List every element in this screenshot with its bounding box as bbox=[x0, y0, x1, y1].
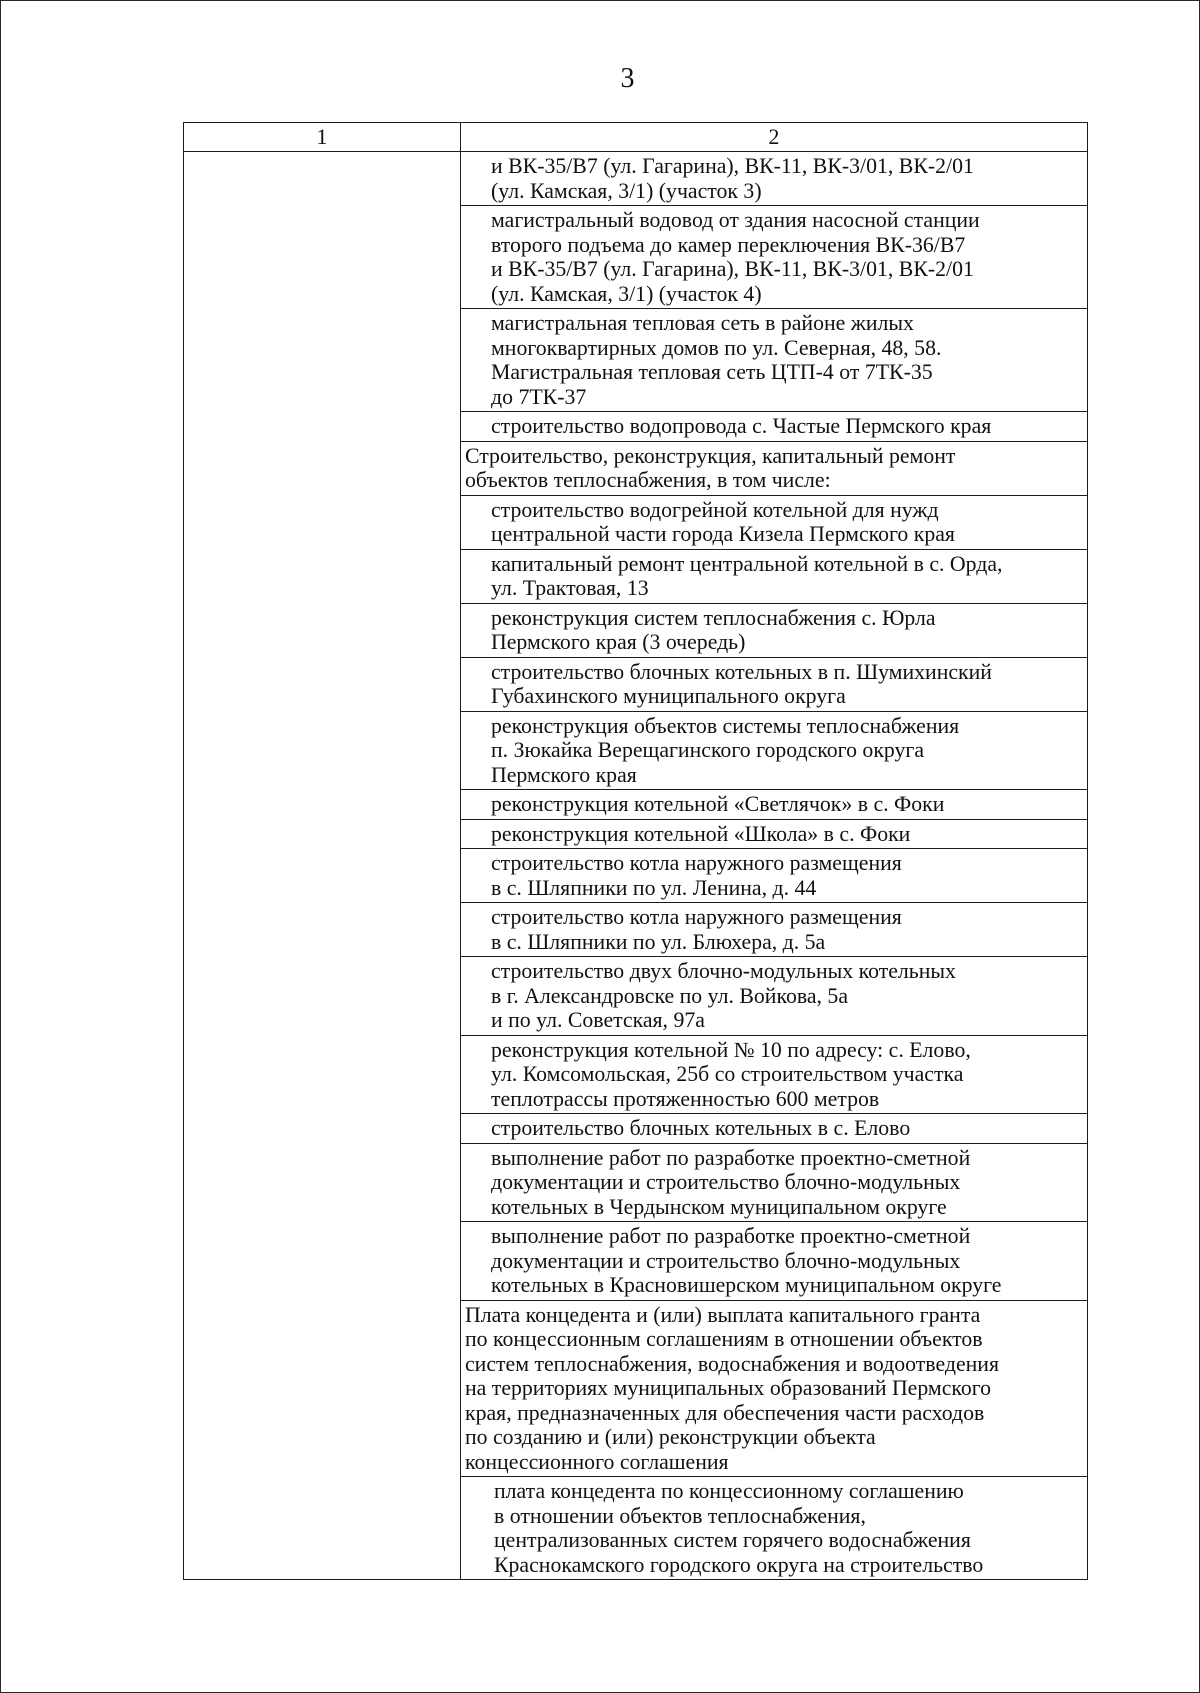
table-header-row bbox=[184, 123, 1088, 152]
column-2-cell bbox=[461, 309, 1088, 412]
column-1-cell bbox=[184, 152, 461, 1580]
row-text: строительство водопровода с. Частые Пермского края bbox=[491, 414, 992, 438]
column-2-cell bbox=[461, 152, 1088, 206]
row-text: строительство двух блочно-модульных котельных в г. Александровске по ул. Войкова, 5а и по ул. Советская, 97а bbox=[491, 959, 956, 1032]
row-text: плата концедента по концессионному соглашению в отношении объектов теплоснабжения, централизованных систем горячего водоснабжения Краснокамского городского округа на строительство bbox=[494, 1479, 984, 1577]
column-2-cell bbox=[461, 412, 1088, 442]
row-text: Плата концедента и (или) выплата капитального гранта по концессионным соглашениям в отношении объектов систем теплоснабжения, водоснабжения и водоотведения на территориях муниципальных образований Пермского края, предназначенных для обеспечения части расходов по созданию и (или) реконструкции объекта концессионного соглашения bbox=[465, 1302, 999, 1474]
column-2-cell bbox=[461, 903, 1088, 957]
column-2-cell bbox=[461, 1035, 1088, 1114]
column-2-cell bbox=[461, 957, 1088, 1036]
row-text: Строительство, реконструкция, капитальный ремонт объектов теплоснабжения, в том числе: bbox=[465, 443, 956, 492]
row-text: выполнение работ по разработке проектно-сметной документации и строительство блочно-модульных котельных в Чердынском муниципальном округе bbox=[491, 1145, 971, 1219]
column-2-cell bbox=[461, 711, 1088, 790]
document-table bbox=[183, 122, 1088, 1580]
row-text: реконструкция объектов системы теплоснабжения п. Зюкайка Верещагинского городского округа Пермского края bbox=[491, 713, 960, 787]
table-body bbox=[184, 152, 1088, 1580]
row-text: магистральная тепловая сеть в районе жилых многоквартирных домов по ул. Северная, 48, 58. Магистральная тепловая сеть ЦТП-4 от 7ТК-35 до 7ТК-37 bbox=[491, 311, 942, 409]
column-2-cell bbox=[461, 549, 1088, 603]
column-2-cell bbox=[461, 819, 1088, 849]
column-2-cell bbox=[461, 1477, 1088, 1580]
column-2-cell bbox=[461, 1143, 1088, 1222]
column-2-cell bbox=[461, 1114, 1088, 1144]
column-2-cell bbox=[461, 1300, 1088, 1477]
column-2-cell bbox=[461, 1222, 1088, 1301]
row-text: строительство водогрейной котельной для нужд центральной части города Кизела Пермского края bbox=[491, 497, 955, 546]
row-text: реконструкция систем теплоснабжения с. Юрла Пермского края (3 очередь) bbox=[491, 605, 936, 654]
row-text: выполнение работ по разработке проектно-сметной документации и строительство блочно-модульных котельных в Красновишерском муниципальном округе bbox=[491, 1224, 1002, 1297]
row-text: строительство блочных котельных в с. Елово bbox=[491, 1116, 911, 1140]
row-text: строительство блочных котельных в п. Шумихинский Губахинского муниципального округа bbox=[491, 659, 992, 708]
column-2-cell bbox=[461, 495, 1088, 549]
table-row bbox=[184, 152, 1088, 206]
column-2-cell bbox=[461, 206, 1088, 309]
column-header-2: 2 bbox=[461, 123, 1088, 152]
row-text: и ВК-35/В7 (ул. Гагарина), ВК-11, ВК-3/01, ВК-2/01 (ул. Камская, 3/1) (участок 3) bbox=[491, 154, 974, 203]
column-2-cell bbox=[461, 657, 1088, 711]
row-text: реконструкция котельной № 10 по адресу: с. Елово, ул. Комсомольская, 25б со строительством участка теплотрассы протяженностью 600 метров bbox=[491, 1037, 971, 1111]
column-header-1: 1 bbox=[184, 123, 461, 152]
row-text: магистральный водовод от здания насосной станции второго подъема до камер переключения ВК-36/В7 и ВК-35/В7 (ул. Гагарина), ВК-11, ВК-3/01, ВК-2/01 (ул. Камская, 3/1) (участок 4) bbox=[491, 208, 980, 306]
column-2-cell bbox=[461, 441, 1088, 495]
column-2-cell bbox=[461, 849, 1088, 903]
row-text: строительство котла наружного размещения в с. Шляпники по ул. Ленина, д. 44 bbox=[491, 851, 902, 900]
page-number: 3 bbox=[620, 63, 635, 94]
column-2-cell bbox=[461, 790, 1088, 820]
row-text: строительство котла наружного размещения в с. Шляпники по ул. Блюхера, д. 5а bbox=[491, 905, 902, 954]
row-text: реконструкция котельной «Светлячок» в с. Фоки bbox=[491, 792, 945, 816]
column-2-cell bbox=[461, 603, 1088, 657]
row-text: капитальный ремонт центральной котельной в с. Орда, ул. Трактовая, 13 bbox=[491, 551, 1003, 600]
row-text: реконструкция котельной «Школа» в с. Фоки bbox=[491, 821, 911, 846]
